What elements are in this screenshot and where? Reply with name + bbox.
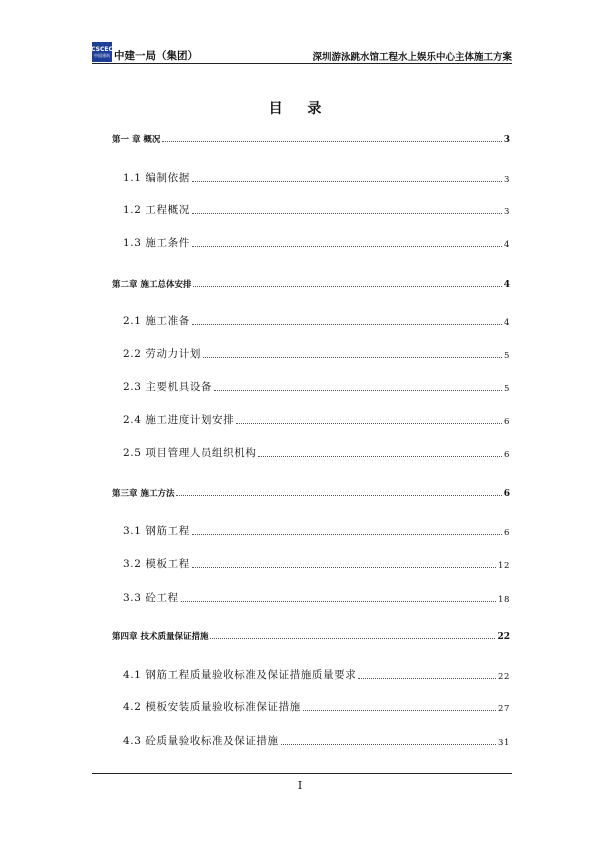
toc-label: 3.1 钢筋工程	[123, 525, 190, 537]
toc-page: 4	[503, 280, 510, 290]
toc-label: 第四章 技术质量保证措施	[112, 632, 209, 642]
toc-section-4-1[interactable]	[123, 668, 510, 682]
toc-section-1-2[interactable]	[123, 203, 510, 217]
toc-leader	[176, 495, 501, 496]
toc-section-2-1[interactable]	[123, 314, 510, 328]
toc-label: 第二章 施工总体安排	[112, 280, 192, 290]
toc-label: 4.2 模板安装质量验收标准保证措施	[123, 701, 301, 713]
toc-section-4-3[interactable]	[123, 734, 510, 748]
company-logo-icon	[92, 42, 112, 62]
toc-page: 6	[503, 417, 510, 427]
toc-leader	[192, 246, 502, 247]
toc-page: 4	[503, 240, 510, 250]
toc-section-3-2[interactable]	[123, 557, 510, 571]
toc-leader	[303, 710, 496, 711]
toc-leader	[192, 213, 502, 214]
toc-leader	[192, 534, 502, 535]
toc-section-1-1[interactable]	[123, 171, 510, 185]
toc-leader	[214, 390, 502, 391]
toc-label: 1.1 编制依据	[123, 172, 190, 184]
toc-label: 第三章 施工方法	[112, 489, 175, 499]
toc-leader	[193, 286, 501, 287]
toc-page: 6	[503, 450, 510, 460]
toc-section-3-3[interactable]	[123, 591, 510, 605]
page-header	[92, 42, 512, 64]
toc-leader	[192, 567, 496, 568]
toc-section-2-5[interactable]	[123, 446, 510, 460]
toc-label: 2.5 项目管理人员组织机构	[123, 447, 257, 459]
toc-chapter-2[interactable]	[112, 276, 510, 290]
toc-label: 1.2 工程概况	[123, 204, 190, 216]
toc-label: 3.2 模板工程	[123, 558, 190, 570]
toc-page: 5	[503, 384, 510, 394]
toc-section-2-3[interactable]	[123, 380, 510, 394]
toc-section-1-3[interactable]	[123, 236, 510, 250]
toc-page: 22	[497, 672, 510, 682]
toc-page: 12	[497, 561, 510, 571]
logo-subtext: 中国建筑	[94, 53, 110, 58]
toc-leader	[236, 423, 502, 424]
toc-label: 3.3 砼工程	[123, 592, 179, 604]
toc-chapter-1[interactable]	[112, 131, 510, 145]
toc-page: 5	[503, 351, 510, 361]
toc-page: 3	[503, 175, 510, 185]
toc-page: 22	[497, 632, 510, 642]
toc-page: 4	[503, 318, 510, 328]
toc-page: 27	[497, 704, 510, 714]
footer-divider	[92, 773, 512, 774]
page-number: I	[297, 779, 303, 792]
toc-page: 6	[503, 528, 510, 538]
toc-leader	[192, 181, 502, 182]
toc-leader	[203, 357, 502, 358]
toc-chapter-3[interactable]	[112, 485, 510, 499]
toc-page: 3	[503, 135, 510, 145]
toc-leader	[192, 324, 502, 325]
header-divider	[92, 63, 512, 64]
toc-label: 1.3 施工条件	[123, 237, 190, 249]
project-title: 深圳游泳跳水馆工程水上娱乐中心主体施工方案	[312, 52, 512, 63]
toc-page: 6	[503, 489, 510, 499]
toc-label: 第一 章 概况	[112, 135, 161, 145]
toc-label: 2.2 劳动力计划	[123, 348, 201, 360]
toc-label: 2.3 主要机具设备	[123, 381, 213, 393]
toc-page: 18	[497, 595, 510, 605]
toc-leader	[181, 601, 496, 602]
toc-section-4-2[interactable]	[123, 700, 510, 714]
toc-label: 4.3 砼质量验收标准及保证措施	[123, 735, 279, 747]
company-name: 中建一局（集团）	[114, 50, 198, 62]
toc-leader	[162, 141, 501, 142]
toc-label: 4.1 钢筋工程质量验收标准及保证措施质量要求	[123, 669, 357, 681]
logo-text: CSCEC	[91, 46, 113, 53]
toc-section-2-4[interactable]	[123, 413, 510, 427]
toc-section-2-2[interactable]	[123, 347, 510, 361]
toc-label: 2.4 施工进度计划安排	[123, 414, 235, 426]
toc-leader	[358, 678, 496, 679]
toc-title: 目 录	[268, 101, 332, 117]
toc-chapter-4[interactable]	[112, 628, 510, 642]
toc-section-3-1[interactable]	[123, 524, 510, 538]
toc-page: 3	[503, 207, 510, 217]
toc-label: 2.1 施工准备	[123, 315, 190, 327]
toc-leader	[258, 456, 502, 457]
toc-leader	[281, 744, 496, 745]
toc-leader	[210, 638, 495, 639]
toc-page: 31	[497, 738, 510, 748]
